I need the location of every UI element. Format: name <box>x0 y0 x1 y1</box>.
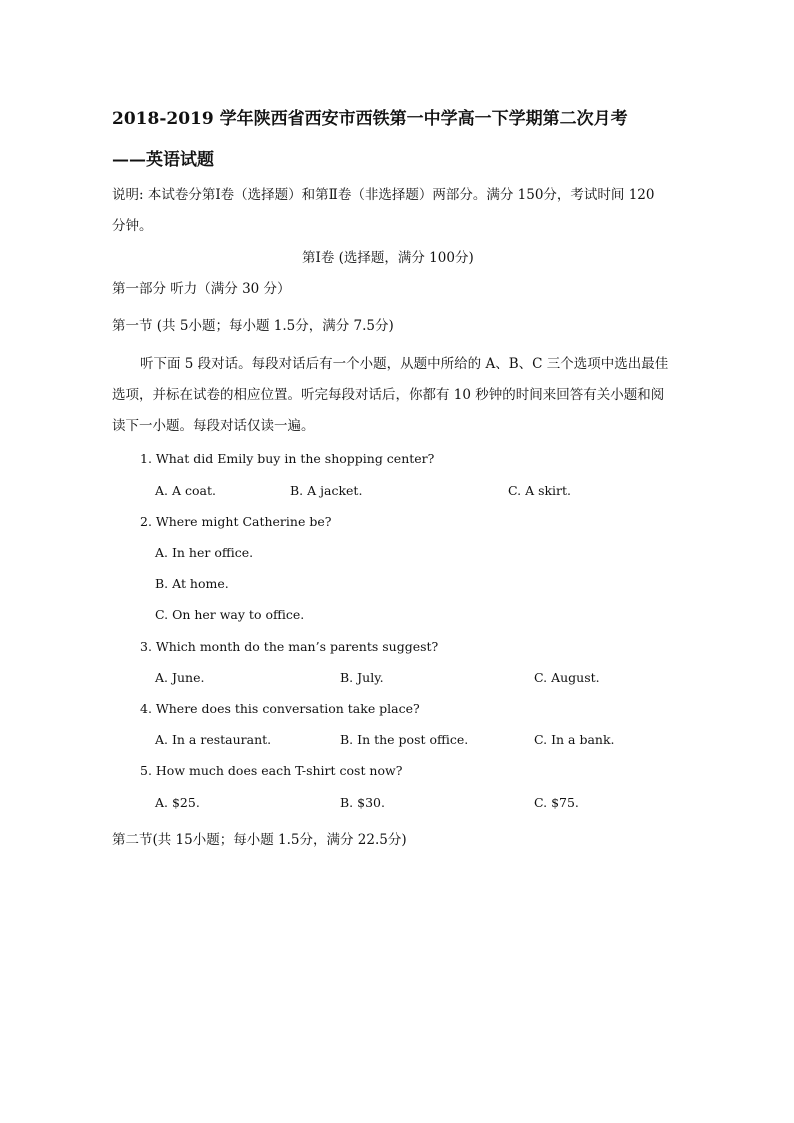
section2-heading: 第二节(共 15小题；每小题 1.5分，满分 22.5分) <box>112 832 407 848</box>
instructions-line-3: 读下一小题。每段对话仅读一遍。 <box>112 418 315 434</box>
volume-heading: 第Ⅰ卷 (选择题，满分 100分) <box>302 250 474 266</box>
question-3-option-b: B. July. <box>340 670 384 685</box>
question-2-text: 2. Where might Catherine be? <box>140 514 332 529</box>
question-1-option-a: A. A coat. <box>155 483 216 498</box>
question-4-option-b: B. In the post office. <box>340 732 469 747</box>
question-2-option-c: C. On her way to office. <box>155 607 305 622</box>
question-1-option-c: C. A skirt. <box>508 483 572 498</box>
question-4-text: 4. Where does this conversation take place? <box>140 701 420 716</box>
question-5-option-a: A. $25. <box>155 795 200 810</box>
question-1-option-b: B. A jacket. <box>290 483 363 498</box>
question-4-option-c: C. In a bank. <box>534 732 615 747</box>
question-5-option-c: C. $75. <box>534 795 579 810</box>
question-5-text: 5. How much does each T-shirt cost now? <box>140 763 403 778</box>
question-3-text: 3. Which month do the man’s parents suggest? <box>140 639 439 654</box>
instructions-line-2: 选项，并标在试卷的相应位置。听完每段对话后，你都有 10 秒钟的时间来回答有关小题和阅 <box>112 387 665 403</box>
question-1-text: 1. What did Emily buy in the shopping center? <box>140 451 435 466</box>
question-4-option-a: A. In a restaurant. <box>155 732 272 747</box>
question-3-option-c: C. August. <box>534 670 600 685</box>
exam-note-line-1: 说明: 本试卷分第Ⅰ卷（选择题）和第Ⅱ卷（非选择题）两部分。满分 150分，考试时间 120 <box>112 187 655 203</box>
question-2-option-a: A. In her office. <box>155 545 254 560</box>
question-2-option-b: B. At home. <box>155 576 229 591</box>
section1-heading: 第一节 (共 5小题；每小题 1.5分，满分 7.5分) <box>112 318 394 334</box>
part1-heading: 第一部分 听力（满分 30 分） <box>112 281 291 297</box>
question-3-option-a: A. June. <box>155 670 205 685</box>
exam-note-line-2: 分钟。 <box>112 218 153 234</box>
question-5-option-b: B. $30. <box>340 795 385 810</box>
instructions-line-1: 听下面 5 段对话。每段对话后有一个小题，从题中所给的 A、B、C 三个选项中选出最佳 <box>140 356 669 372</box>
exam-title-line-2: ——英语试题 <box>112 150 214 170</box>
exam-title-line-1: 2018-2019 学年陕西省西安市西铁第一中学高一下学期第二次月考 <box>112 109 628 129</box>
